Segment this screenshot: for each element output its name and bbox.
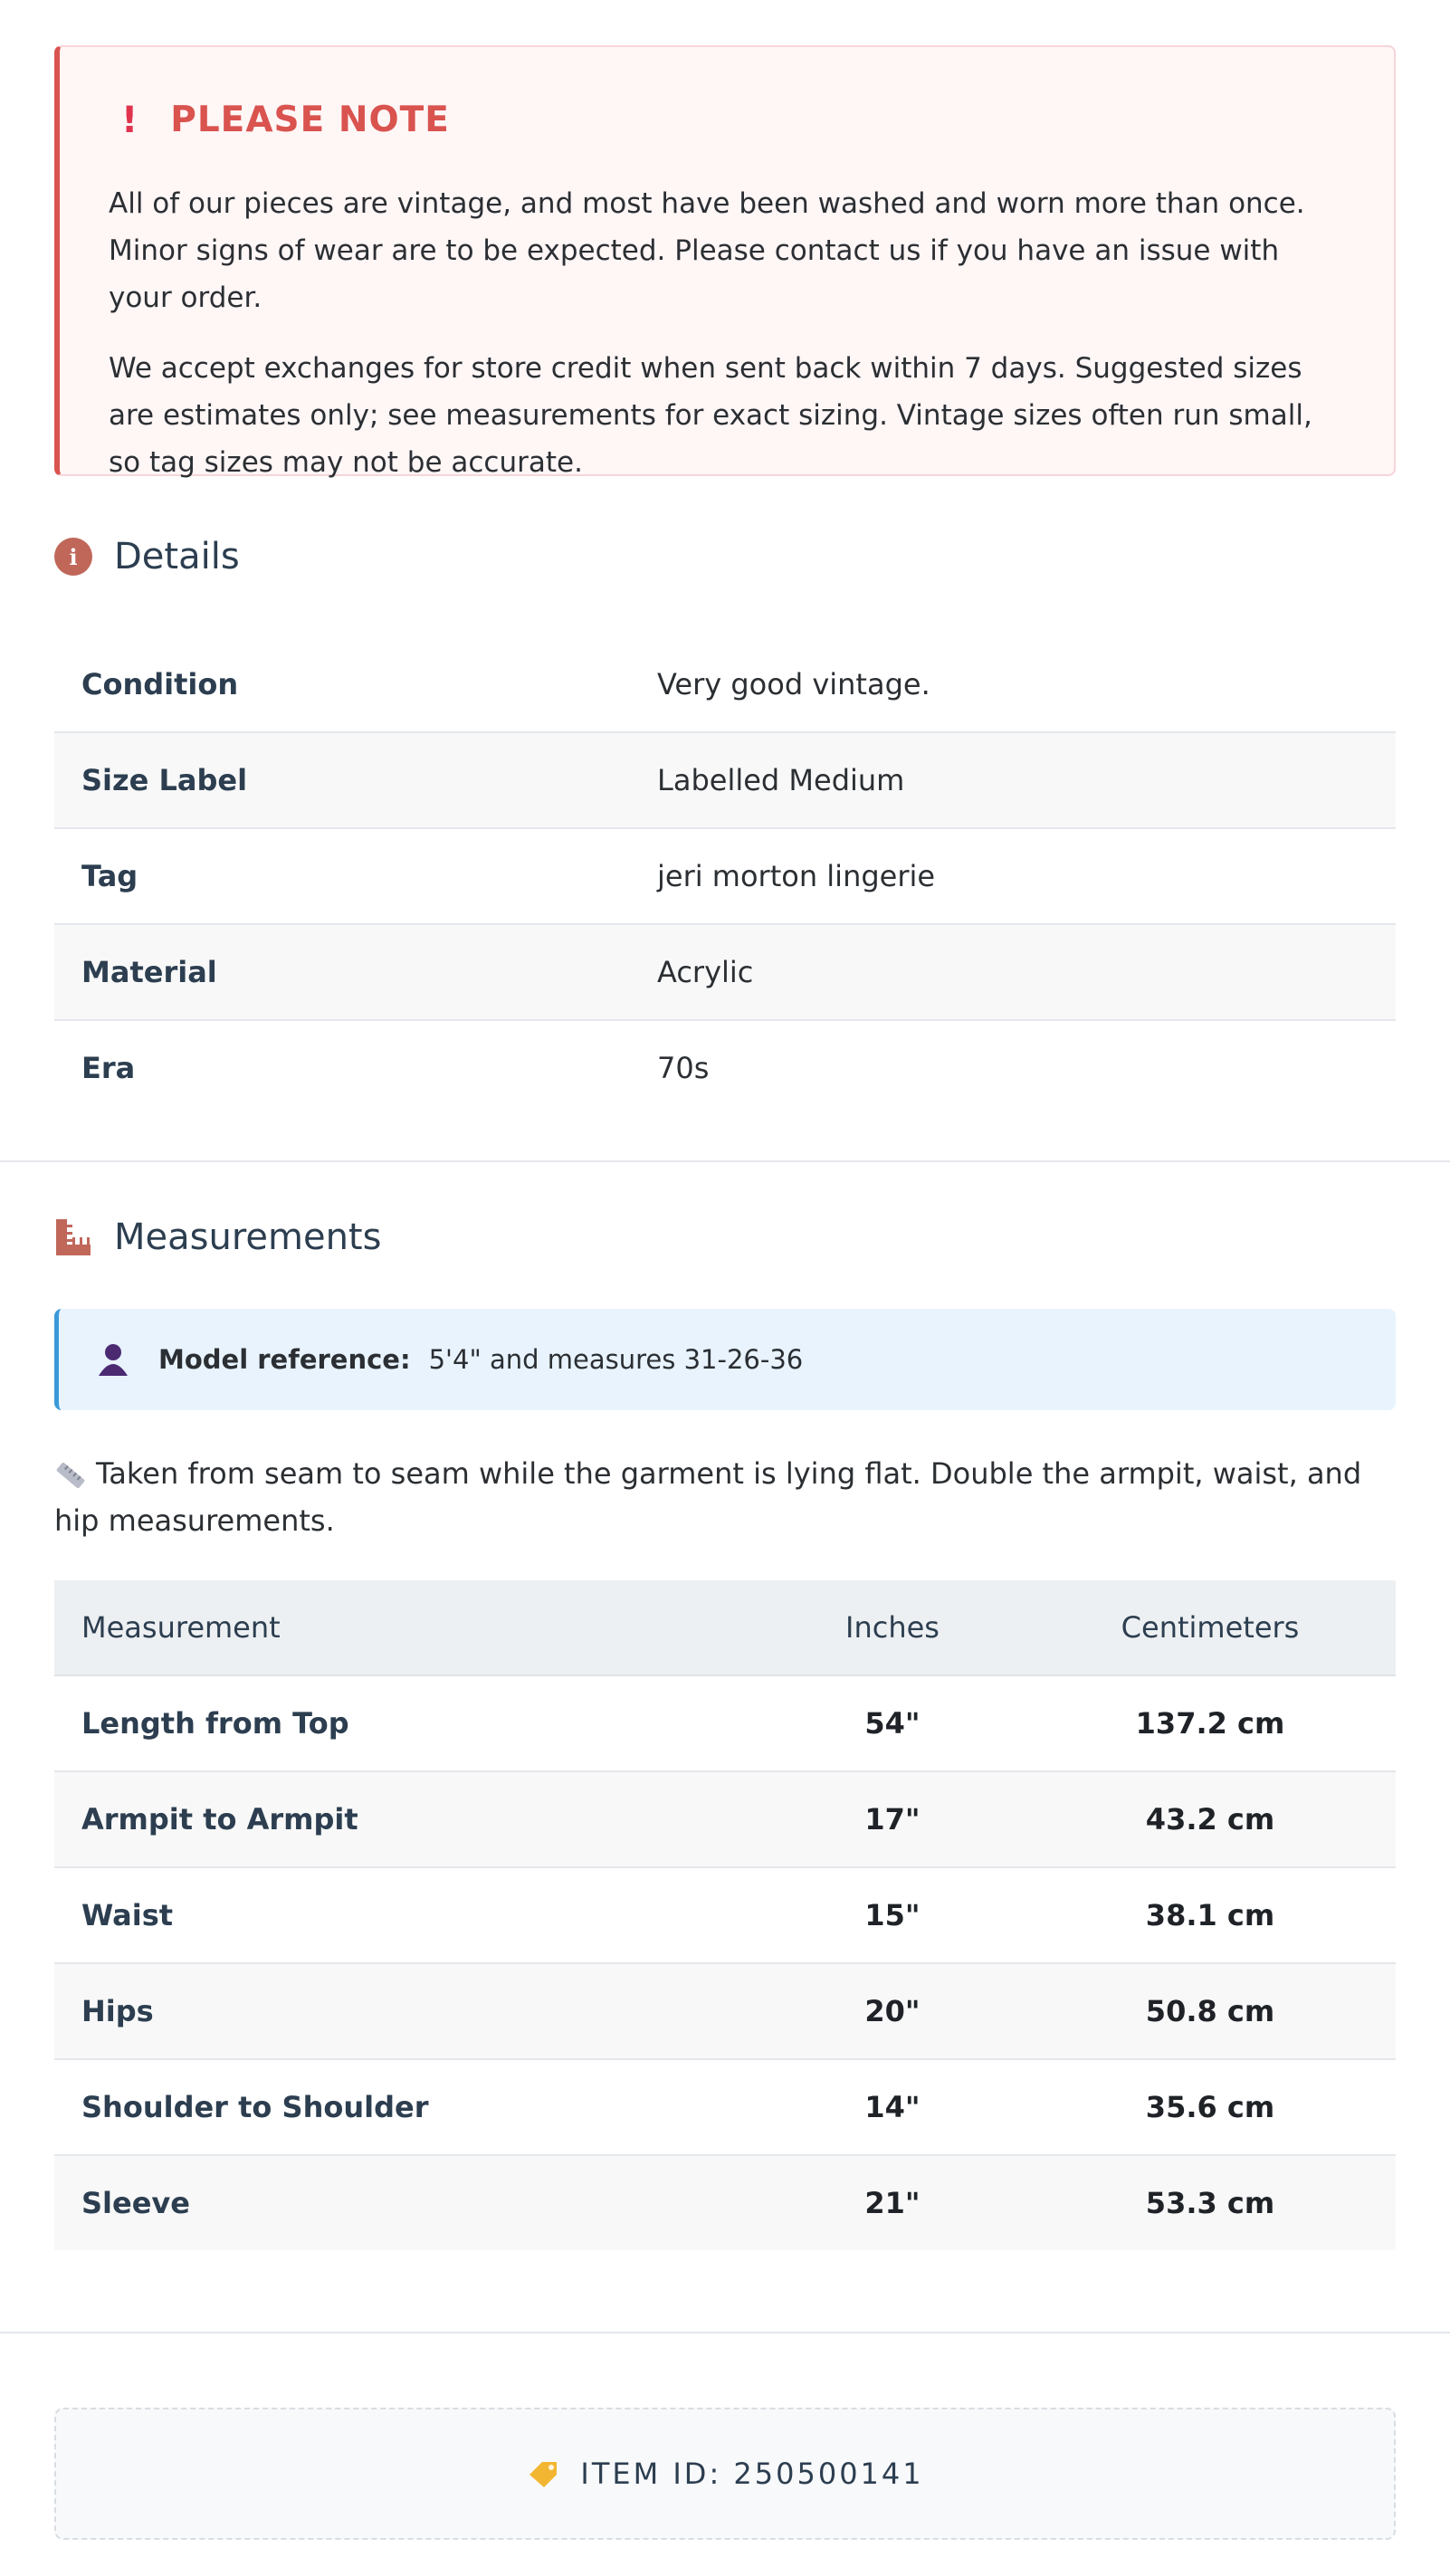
item-id: ITEM ID: 250500141	[580, 2457, 924, 2491]
details-row	[54, 733, 1396, 829]
details-row	[54, 1021, 1396, 1115]
column-header-measurement: Measurement	[81, 1610, 281, 1645]
measurement-note-text: Taken from seam to seam while the garment is lying flat. Double the armpit, waist, and hip measurements.	[54, 1456, 1362, 1538]
table-row	[54, 1964, 1396, 2060]
measurements-header	[54, 1216, 1396, 1258]
tag-icon	[526, 2458, 560, 2489]
details-row	[54, 925, 1396, 1021]
details-value: 70s	[657, 1051, 710, 1085]
person-icon	[95, 1341, 131, 1378]
measurements-title: Measurements	[114, 1216, 382, 1258]
table-row	[54, 2060, 1396, 2156]
details-label: Era	[81, 1051, 136, 1085]
column-header-inches: Inches	[845, 1610, 940, 1645]
ruler-icon	[54, 1217, 92, 1257]
measurement-inches: 14"	[864, 2090, 921, 2124]
measurement-name: Armpit to Armpit	[81, 1802, 358, 1837]
details-row	[54, 637, 1396, 733]
details-label: Condition	[81, 667, 239, 701]
column-header-centimeters: Centimeters	[1121, 1610, 1300, 1645]
measurements-table	[54, 1580, 1396, 2250]
exclamation-icon: !	[121, 99, 138, 141]
table-row	[54, 1868, 1396, 1964]
measurement-cm: 50.8 cm	[1145, 1994, 1275, 2028]
measurement-inches: 17"	[864, 1802, 921, 1837]
pencil-ruler-icon	[54, 1459, 87, 1492]
notice-header	[121, 100, 1345, 140]
measurement-inches: 21"	[864, 2186, 921, 2220]
details-row	[54, 829, 1396, 925]
measurement-name: Hips	[81, 1994, 154, 2028]
details-value: Very good vintage.	[657, 667, 930, 701]
details-label: Tag	[81, 859, 138, 893]
info-icon: i	[54, 538, 92, 576]
measurement-inches: 20"	[864, 1994, 921, 2028]
measurement-cm: 137.2 cm	[1135, 1706, 1285, 1741]
measurement-inches: 54"	[864, 1706, 921, 1741]
details-title: Details	[114, 536, 240, 577]
details-label: Size Label	[81, 763, 248, 797]
table-header-row	[54, 1580, 1396, 1676]
notice-title: PLEASE NOTE	[170, 100, 450, 140]
notice-paragraph-2: We accept exchanges for store credit when sent back within 7 days. Suggested sizes are estimates only; see measurements for exact sizing. Vintage sizes often run small, so tag sizes may not be accurate.	[109, 352, 1312, 479]
section-divider	[0, 2332, 1450, 2333]
measurement-cm: 43.2 cm	[1145, 1802, 1275, 1837]
item-id-box	[54, 2408, 1396, 2540]
measurement-name: Shoulder to Shoulder	[81, 2090, 429, 2124]
notice-paragraph-1: All of our pieces are vintage, and most have been washed and worn more than once. Minor signs of wear are to be expected. Please contact us if you have an issue with your order.	[109, 187, 1305, 314]
details-header	[54, 536, 1396, 577]
notice-box	[54, 45, 1396, 479]
measurement-cm: 53.3 cm	[1145, 2186, 1275, 2220]
details-table	[54, 637, 1396, 1115]
measurement-cm: 35.6 cm	[1145, 2090, 1275, 2124]
measurement-name: Length from Top	[81, 1706, 349, 1741]
details-value: Acrylic	[657, 955, 754, 989]
model-reference-label: Model reference:	[158, 1344, 411, 1375]
table-row	[54, 1676, 1396, 1772]
table-row	[54, 2156, 1396, 2250]
measurement-name: Sleeve	[81, 2186, 190, 2220]
measurement-cm: 38.1 cm	[1145, 1898, 1275, 1932]
measurement-inches: 15"	[864, 1898, 921, 1932]
model-reference	[54, 1309, 1396, 1410]
details-value: Labelled Medium	[657, 763, 905, 797]
details-label: Material	[81, 955, 217, 989]
measurement-name: Waist	[81, 1898, 174, 1932]
table-row	[54, 1772, 1396, 1868]
details-value: jeri morton lingerie	[657, 859, 936, 893]
model-reference-value: 5'4" and measures 31-26-36	[428, 1344, 804, 1375]
measurement-note	[54, 1450, 1396, 1544]
